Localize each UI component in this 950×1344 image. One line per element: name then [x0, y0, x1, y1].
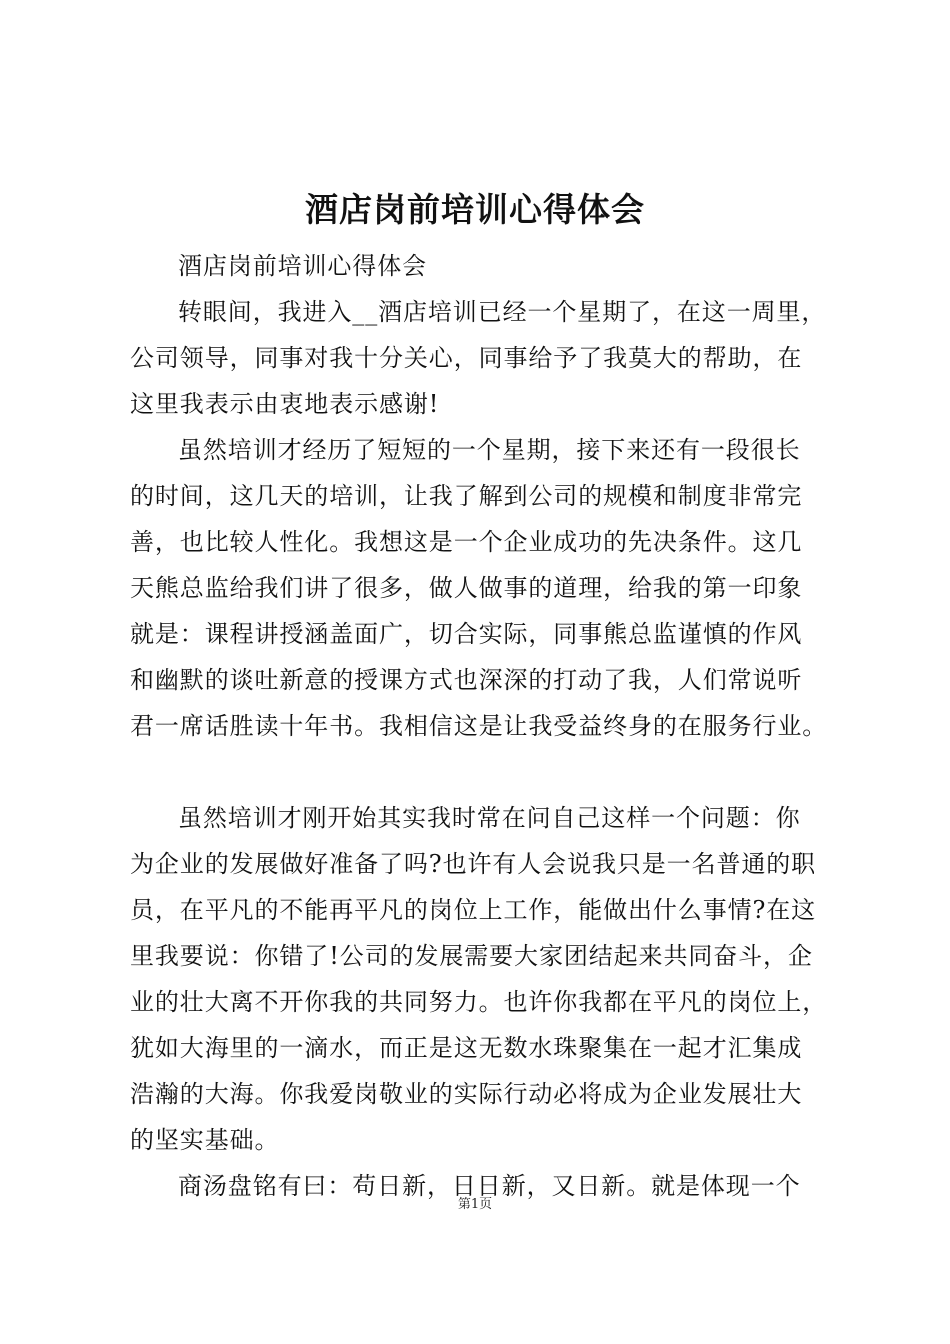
text-line: 善，也比较人性化。我想这是一个企业成功的先决条件。这几: [130, 528, 803, 556]
text-line: 商汤盘铭有曰：苟日新，日日新，又日新。就是体现一个: [178, 1172, 801, 1200]
text-line: 虽然培训才经历了短短的一个星期，接下来还有一段很长: [178, 436, 801, 464]
text-line: 虽然培训才刚开始其实我时常在问自己这样一个问题：你: [178, 804, 801, 832]
document-title: 酒店岗前培训心得体会: [305, 190, 645, 229]
text-line: 业的壮大离不开你我的共同努力。也许你我都在平凡的岗位上，: [130, 988, 828, 1016]
text-line: 员，在平凡的不能再平凡的岗位上工作，能做出什么事情?在这: [130, 896, 817, 924]
text-line: 犹如大海里的一滴水，而正是这无数水珠聚集在一起才汇集成: [130, 1034, 803, 1062]
text-line: 浩瀚的大海。你我爱岗敬业的实际行动必将成为企业发展壮大: [130, 1080, 803, 1108]
text-line: 转眼间，我进入__酒店培训已经一个星期了，在这一周里，: [178, 298, 827, 326]
text-line: 公司领导，同事对我十分关心，同事给予了我莫大的帮助，在: [130, 344, 803, 372]
document-body: [130, 243, 828, 1209]
text-line: 天熊总监给我们讲了很多，做人做事的道理，给我的第一印象: [130, 574, 803, 602]
text-line: 的时间，这几天的培训，让我了解到公司的规模和制度非常完: [130, 482, 803, 510]
text-line: 和幽默的谈吐新意的授课方式也深深的打动了我，人们常说听: [130, 666, 803, 694]
text-line: 酒店岗前培训心得体会: [178, 252, 427, 280]
text-line: 君一席话胜读十年书。我相信这是让我受益终身的在服务行业。: [130, 712, 828, 740]
text-line: 里我要说：你错了!公司的发展需要大家团结起来共同奋斗，企: [130, 942, 813, 970]
text-line: 这里我表示由衷地表示感谢!: [130, 390, 440, 418]
text-line: 为企业的发展做好准备了吗?也许有人会说我只是一名普通的职: [130, 850, 817, 878]
page-number: 第1页: [457, 1197, 493, 1212]
blank-line: [130, 749, 822, 795]
text-line: 就是：课程讲授涵盖面广，切合实际，同事熊总监谨慎的作风: [130, 620, 803, 648]
text-line: 的坚实基础。: [130, 1126, 280, 1154]
